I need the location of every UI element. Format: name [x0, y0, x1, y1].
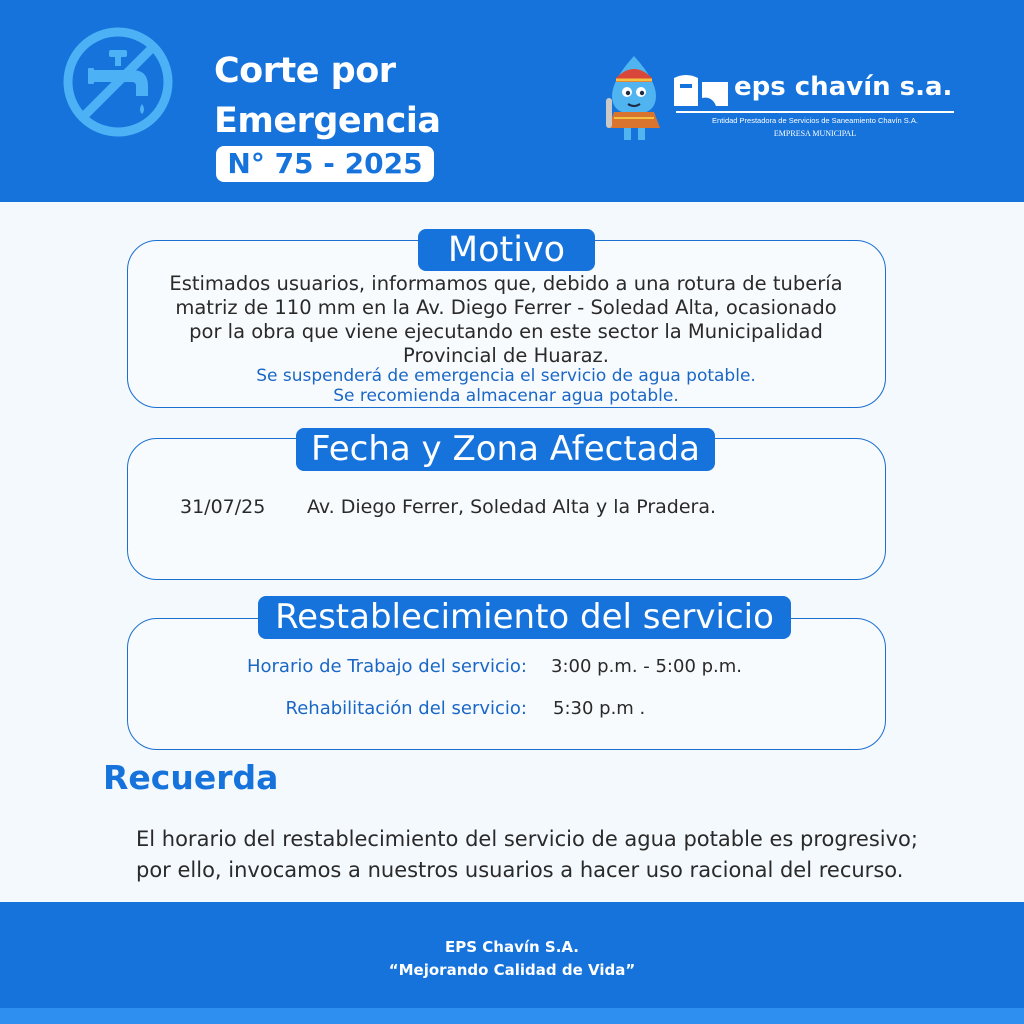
brand-subtitle-2: EMPRESA MUNICIPAL	[773, 129, 857, 138]
title-line-2: Emergencia	[214, 101, 441, 141]
motivo-line: Provincial de Huaraz.	[403, 344, 609, 367]
rehab-value: 5:30 p.m .	[553, 698, 646, 719]
footer-slogan: “Mejorando Calidad de Vida”	[388, 961, 636, 979]
eps-logo-mark-icon	[672, 72, 730, 108]
motivo-line: Estimados usuarios, informamos que, debido a una rotura de tubería	[169, 272, 843, 295]
water-drop-mascot-icon	[598, 52, 670, 144]
fecha-date: 31/07/25	[180, 496, 266, 518]
fecha-tab: Fecha y Zona Afectada	[296, 428, 715, 471]
motivo-notice-line: Se recomienda almacenar agua potable.	[333, 386, 679, 406]
motivo-line: matriz de 110 mm en la Av. Diego Ferrer - Soledad Alta, ocasionado	[175, 296, 837, 319]
fecha-zone: Av. Diego Ferrer, Soledad Alta y la Pradera.	[307, 496, 717, 518]
motivo-notice-line: Se suspenderá de emergencia el servicio de agua potable.	[256, 366, 756, 386]
motivo-text	[130, 272, 882, 368]
brand-divider	[676, 111, 954, 113]
horario-label: Horario de Trabajo del servicio:	[246, 656, 527, 677]
motivo-line: por la obra que viene ejecutando en este sector la Municipalidad	[189, 320, 823, 343]
no-water-faucet-icon	[62, 26, 174, 138]
footer-company: EPS Chavín S.A.	[445, 938, 579, 956]
motivo-tab: Motivo	[418, 229, 595, 271]
recuerda-line: por ello, invocamos a nuestros usuarios a hacer uso racional del recurso.	[136, 858, 904, 882]
page-title	[214, 46, 440, 146]
footer-stripe	[0, 1008, 1024, 1024]
rehab-label: Rehabilitación del servicio:	[285, 698, 527, 719]
restablecimiento-tab: Restablecimiento del servicio	[258, 596, 791, 639]
notice-number-badge: N° 75 - 2025	[216, 146, 434, 182]
recuerda-text	[136, 824, 918, 886]
brand-subtitle: Entidad Prestadora de Servicios de Saneamiento Chavín S.A.	[712, 116, 918, 125]
recuerda-line: El horario del restablecimiento del servicio de agua potable es progresivo;	[136, 827, 918, 851]
brand-name: eps chavín s.a.	[734, 72, 953, 102]
motivo-notice	[130, 366, 882, 406]
title-line-1: Corte por	[214, 51, 396, 91]
recuerda-heading: Recuerda	[103, 758, 279, 797]
horario-value: 3:00 p.m. - 5:00 p.m.	[551, 656, 743, 677]
